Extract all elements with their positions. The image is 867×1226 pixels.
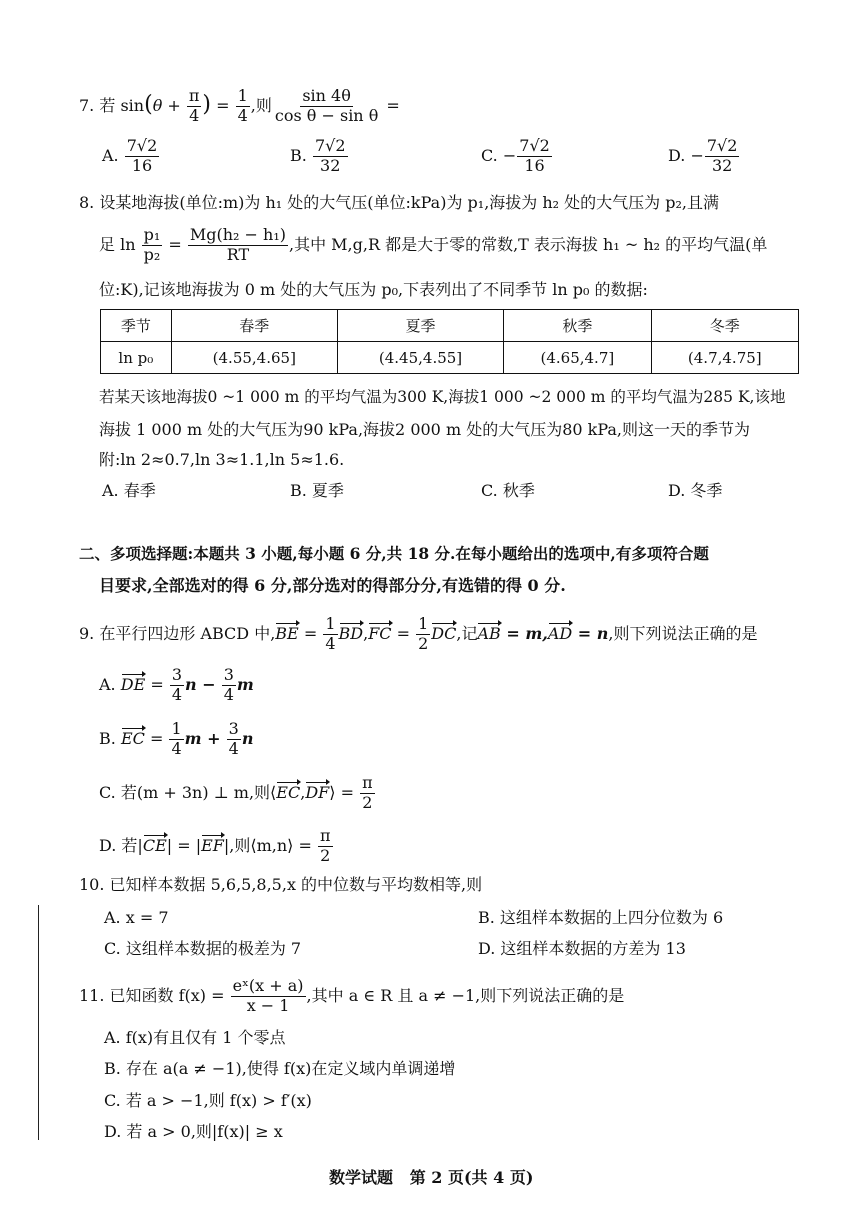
table-cell: (4.65,4.7]	[504, 342, 651, 374]
q8-option-c[interactable]: C. 秋季	[481, 481, 535, 500]
q9-option-d[interactable]: D. 若|CE| = |EF|,则⟨m,n⟩ = $\frac{\pi}{2}$	[99, 826, 331, 865]
table-header-cell: 夏季	[337, 310, 503, 342]
table-row	[101, 342, 799, 374]
q9-stem: 9. 在平行四边形 ABCD 中,BE = $\frac{1}{4}$ BD,FC = $\frac{1}{2}$ DC,记AB = m,AD = n,则下列说法正确的是	[79, 614, 758, 653]
q8-option-a[interactable]: A. 春季	[102, 481, 156, 500]
q10-option-b[interactable]: B. 这组样本数据的上四分位数为 6	[478, 908, 724, 927]
q7-option-c[interactable]: C. − $\frac{7√2}{16}$	[481, 136, 550, 175]
q11-option-c[interactable]: C. 若 a > −1,则 f(x) > f′(x)	[104, 1091, 312, 1110]
table-cell: (4.55,4.65]	[171, 342, 337, 374]
q8-line6: 附:ln 2≈0.7,ln 3≈1.1,ln 5≈1.6.	[99, 450, 345, 469]
q9-option-c[interactable]: C. 若(m + 3n) ⊥ m,则⟨EC,DF⟩ = $\frac{\pi}{2}$	[99, 773, 373, 812]
q8-line4: 若某天该地海拔0 ~1 000 m 的平均气温为300 K,海拔1 000 ~2 000 m 的平均气温为285 K,该地	[99, 388, 786, 406]
q8-line2: 足 ln $\frac{\text{p₁}}{\text{p₂}}$ = $\frac{\text{Mg(h₂ − h₁)}}{RT}$ ,其中 M,g,R 都是大于零的常数,T 表示海拔 h₁ ~ h₂ 的平均气温(单	[99, 225, 768, 264]
q8-line1: 8. 设某地海拔(单位:m)为 h₁ 处的大气压(单位:kPa)为 p₁,海拔为 h₂ 处的大气压为 p₂,且满	[79, 193, 719, 212]
table-row	[101, 310, 799, 342]
q10-stem: 10. 已知样本数据 5,6,5,8,5,x 的中位数与平均数相等,则	[79, 875, 483, 894]
q10-option-c[interactable]: C. 这组样本数据的极差为 7	[104, 939, 302, 958]
q8-option-b[interactable]: B. 夏季	[290, 481, 344, 500]
table-header-cell: 春季	[171, 310, 337, 342]
q11-option-a[interactable]: A. f(x)有且仅有 1 个零点	[104, 1028, 286, 1047]
q11-stem: 11. 已知函数 f(x) = $\frac{\text{eˣ(x + a)}}{x - 1}$ ,其中 a ∈ R 且 a ≠ −1,则下列说法正确的是	[79, 976, 625, 1015]
q7-option-b[interactable]: B. $\frac{7√2}{32}$	[290, 136, 346, 175]
q7-option-a[interactable]: A. $\frac{7√2}{16}$	[102, 136, 158, 175]
q9-option-a[interactable]: A. DE = $\frac{3}{4}$ n − $\frac{3}{4}$ m	[99, 665, 254, 704]
table-cell: (4.45,4.55]	[337, 342, 503, 374]
q10-option-d[interactable]: D. 这组样本数据的方差为 13	[478, 939, 686, 958]
table-header-cell: 冬季	[651, 310, 798, 342]
season-table	[100, 309, 799, 374]
section2-line1: 二、多项选择题:本题共 3 小题,每小题 6 分,共 18 分.在每小题给出的选项中,有多项符合题	[79, 544, 709, 563]
page-footer: 数学试题 第 2 页(共 4 页)	[329, 1168, 534, 1187]
q10-option-a[interactable]: A. x = 7	[104, 908, 169, 927]
q11-option-b[interactable]: B. 存在 a(a ≠ −1),使得 f(x)在定义域内单调递增	[104, 1059, 456, 1078]
binding-margin-line	[38, 905, 39, 1140]
table-cell: (4.7,4.75]	[651, 342, 798, 374]
table-header-cell: 秋季	[504, 310, 651, 342]
table-header-cell: 季节	[101, 310, 172, 342]
q8-option-d[interactable]: D. 冬季	[668, 481, 723, 500]
section2-line2: 目要求,全部选对的得 6 分,部分选对的得部分分,有选错的得 0 分.	[99, 576, 566, 595]
q9-option-b[interactable]: B. EC = $\frac{1}{4}$ m + $\frac{3}{4}$ n	[99, 719, 254, 758]
q11-option-d[interactable]: D. 若 a > 0,则|f(x)| ≥ x	[104, 1122, 283, 1141]
q7-stem: 7. 若 sin(θ + $\frac{\pi}{4}$ ) = $\frac{1}{4}$ ,则 $\frac{\sin 4\theta}{\text{cos θ − sin θ}}$ =	[79, 86, 400, 125]
q7-option-d[interactable]: D. − $\frac{7√2}{32}$	[668, 136, 738, 175]
table-cell: ln p₀	[101, 342, 172, 374]
q8-line5: 海拔 1 000 m 处的大气压为90 kPa,海拔2 000 m 处的大气压为80 kPa,则这一天的季节为	[99, 420, 751, 439]
q8-line3: 位:K),记该地海拔为 0 m 处的大气压为 p₀,下表列出了不同季节 ln p₀ 的数据:	[99, 280, 648, 299]
